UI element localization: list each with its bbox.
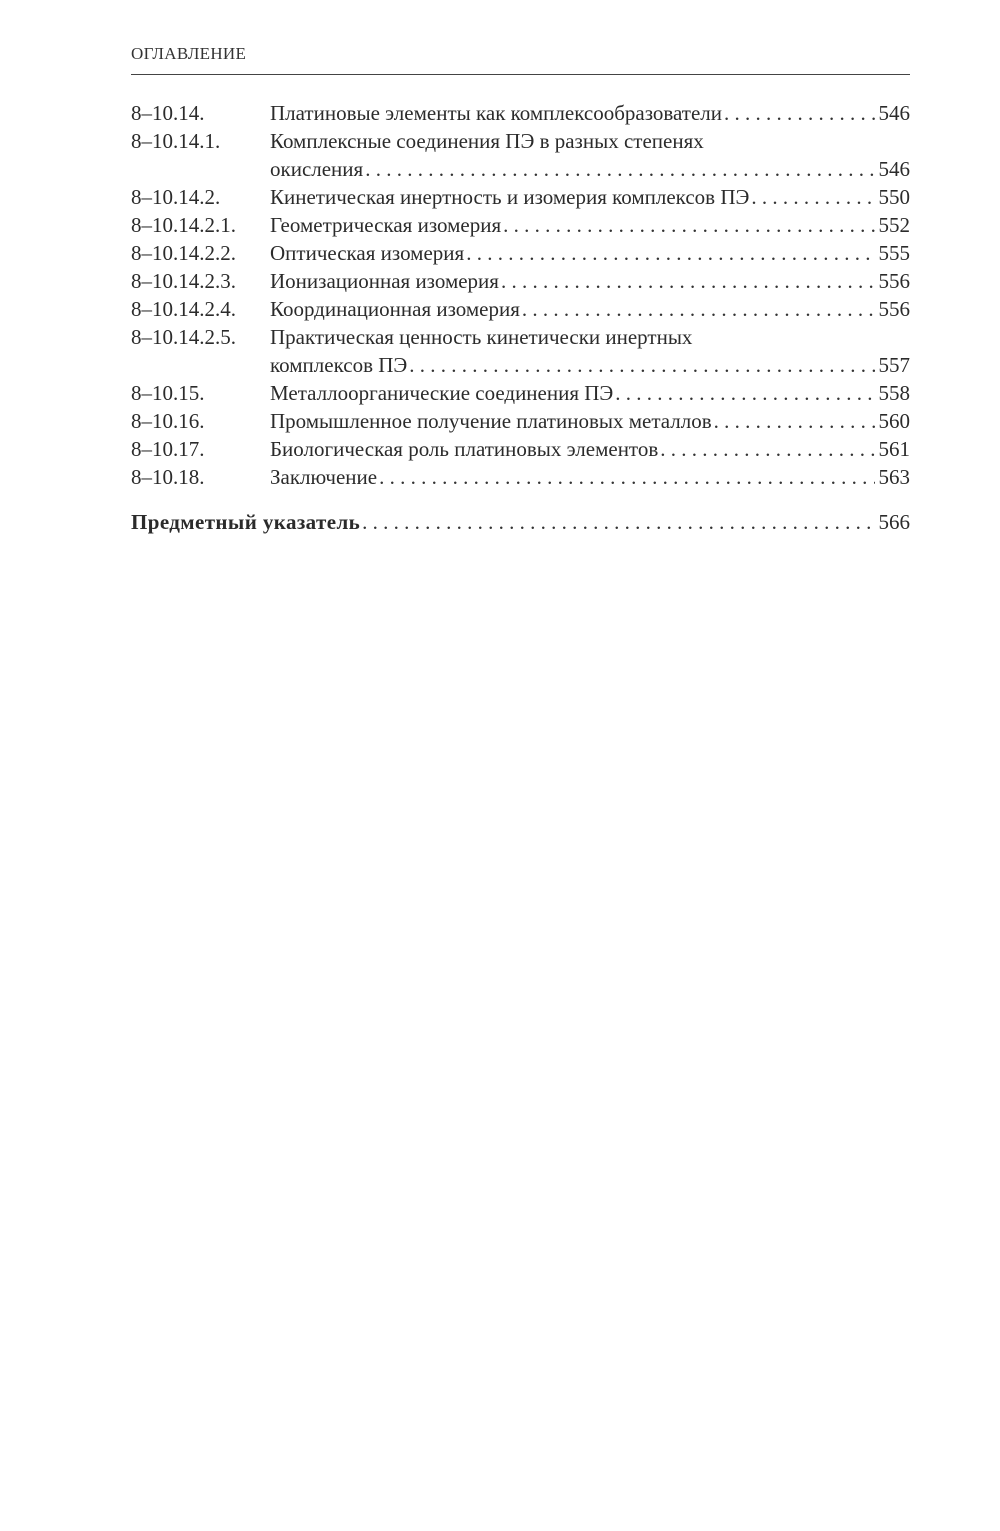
toc-entry-body (270, 127, 910, 183)
toc-entry-title: окисления (270, 157, 364, 181)
toc-entry-leader-line (270, 351, 910, 379)
toc-entry-number: 8–10.14.2.5. (131, 325, 236, 349)
toc-entry-body (270, 211, 910, 239)
toc-entry[interactable] (131, 99, 910, 127)
toc-entry-number: 8–10.16. (131, 409, 205, 433)
toc-entry-leader-line (270, 99, 910, 127)
toc-entry-page: 560 (878, 409, 910, 433)
toc-entry-body (270, 435, 910, 463)
toc-entry-title: Металлоорганические соединения ПЭ (270, 381, 614, 405)
toc-entry-title: Заключение (270, 465, 378, 489)
toc-entry-number: 8–10.14.2.3. (131, 269, 236, 293)
toc-entry[interactable] (131, 435, 910, 463)
table-of-contents (131, 99, 910, 536)
toc-entry-page: 546 (878, 157, 910, 181)
toc-entry-page: 556 (878, 297, 910, 321)
toc-entry-title-line: Комплексные соединения ПЭ в разных степенях (270, 129, 704, 153)
toc-entry[interactable] (131, 239, 910, 267)
toc-entry-body (270, 463, 910, 491)
toc-entry-page: 563 (878, 465, 910, 489)
toc-entry-subject-index[interactable] (131, 508, 910, 536)
toc-entries (131, 99, 910, 491)
toc-entry-leader-line (270, 155, 910, 183)
toc-entry-number: 8–10.14.2.1. (131, 213, 236, 237)
toc-entry-leader-line (270, 239, 910, 267)
toc-entry-page: 556 (878, 269, 910, 293)
toc-entry-body (270, 407, 910, 435)
toc-entry-title: Координационная изомерия (270, 297, 520, 321)
toc-entry[interactable] (131, 379, 910, 407)
toc-entry-number: 8–10.14.1. (131, 129, 221, 153)
toc-entry-title: Кинетическая инертность и изомерия комплексов ПЭ (270, 185, 750, 209)
toc-entry-title: Оптическая изомерия (270, 241, 465, 265)
dot-leader (660, 435, 874, 463)
header-rule (131, 74, 910, 75)
toc-entry-body (270, 295, 910, 323)
dot-leader (409, 351, 874, 379)
toc-entry-number: 8–10.14.2. (131, 185, 221, 209)
toc-entry-title-line: Практическая ценность кинетически инертных (270, 325, 693, 349)
toc-entry[interactable] (131, 267, 910, 295)
toc-entry-body (270, 183, 910, 211)
subject-index-title: Предметный указатель (131, 510, 361, 534)
dot-leader (522, 295, 875, 323)
toc-entry-leader-line (270, 211, 910, 239)
toc-entry-title: Ионизационная изомерия (270, 269, 499, 293)
dot-leader (714, 407, 875, 435)
toc-entry-leader-line (270, 435, 910, 463)
dot-leader (724, 99, 874, 127)
dot-leader (466, 239, 874, 267)
toc-entry-number: 8–10.14.2.2. (131, 241, 236, 265)
toc-entry-body (270, 323, 910, 379)
toc-entry-page: 552 (878, 213, 910, 237)
dot-leader (501, 267, 875, 295)
toc-entry-leader-line (270, 379, 910, 407)
toc-entry[interactable] (131, 323, 910, 379)
toc-entry[interactable] (131, 463, 910, 491)
toc-entry-page: 558 (878, 381, 910, 405)
toc-entry[interactable] (131, 407, 910, 435)
toc-entry[interactable] (131, 211, 910, 239)
running-head: ОГЛАВЛЕНИЕ (131, 44, 247, 63)
subject-index-page: 566 (878, 510, 910, 534)
toc-entry[interactable] (131, 295, 910, 323)
toc-entry-number: 8–10.18. (131, 465, 205, 489)
toc-entry-number: 8–10.14.2.4. (131, 297, 236, 321)
toc-entry-leader-line (270, 183, 910, 211)
toc-entry-body (270, 99, 910, 127)
toc-entry-page: 546 (878, 101, 910, 125)
toc-entry-title: Геометрическая изомерия (270, 213, 502, 237)
toc-entry-page: 550 (878, 185, 910, 209)
toc-entry-body (270, 239, 910, 267)
toc-entry-number: 8–10.17. (131, 437, 205, 461)
toc-entry-page: 555 (878, 241, 910, 265)
dot-leader (365, 155, 874, 183)
dot-leader (503, 211, 874, 239)
toc-entry-number: 8–10.15. (131, 381, 205, 405)
dot-leader (751, 183, 874, 211)
toc-entry-title: Промышленное получение платиновых металлов (270, 409, 712, 433)
toc-entry-title: Биологическая роль платиновых элементов (270, 437, 659, 461)
toc-entry-leader-line (270, 295, 910, 323)
toc-entry-body (270, 267, 910, 295)
toc-entry-body (270, 379, 910, 407)
dot-leader (362, 508, 874, 536)
toc-entry-leader-line (270, 407, 910, 435)
dot-leader (615, 379, 874, 407)
toc-entry-title: Платиновые элементы как комплексообразователи (270, 101, 723, 125)
toc-entry-leader-line (270, 267, 910, 295)
toc-entry-number: 8–10.14. (131, 101, 205, 125)
toc-entry-page: 561 (878, 437, 910, 461)
toc-entry-leader-line (270, 463, 910, 491)
toc-entry-page: 557 (878, 353, 910, 377)
toc-entry[interactable] (131, 183, 910, 211)
toc-entry[interactable] (131, 127, 910, 183)
dot-leader (379, 463, 874, 491)
toc-entry-title: комплексов ПЭ (270, 353, 408, 377)
